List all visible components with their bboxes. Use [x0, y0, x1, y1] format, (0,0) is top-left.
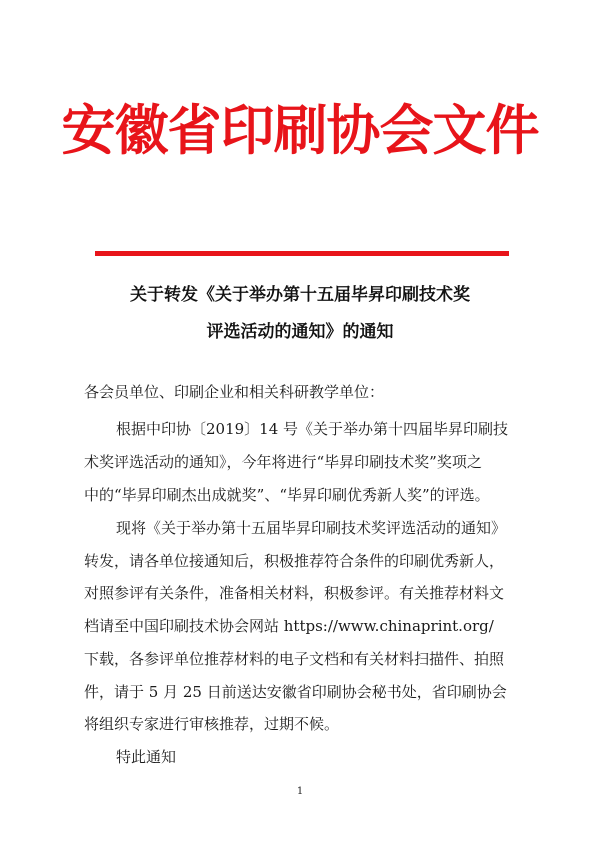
- masthead-title: 安徽省印刷协会文件: [61, 99, 539, 162]
- red-divider-line: [95, 251, 509, 256]
- paragraph-2-line-6: 件，请于 5 月 25 日前送达安徽省印刷协会秘书处，省印刷协会: [84, 683, 507, 701]
- document-title-line-1: 关于转发《关于举办第十五届毕昇印刷技术奖: [130, 285, 470, 305]
- paragraph-2-line-7: 将组织专家进行审核推荐，过期不候。: [84, 715, 340, 733]
- paragraph-1-line-2: 术奖评选活动的通知》，今年将进行“毕昇印刷技术奖”奖项之: [84, 453, 482, 471]
- closing-remark: 特此通知: [116, 748, 177, 766]
- paragraph-1-line-3: 中的“毕昇印刷杰出成就奖”、“毕昇印刷优秀新人奖”的评选。: [84, 486, 490, 504]
- paragraph-2-line-3: 对照参评有关条件，准备相关材料，积极参评。有关推荐材料文: [84, 584, 505, 602]
- page-number: 1: [296, 786, 304, 797]
- paragraph-1-line-1: 根据中印协〔2019〕14 号《关于举办第十四届毕昇印刷技: [116, 420, 509, 438]
- paragraph-2-line-4: 档请至中国印刷技术协会网站 https://www.chinaprint.org/: [84, 617, 494, 635]
- salutation: 各会员单位、印刷企业和相关科研教学单位：: [84, 383, 385, 401]
- document-title-line-2: 评选活动的通知》的通知: [206, 322, 394, 342]
- paragraph-2-line-2: 转发，请各单位接通知后，积极推荐符合条件的印刷优秀新人，: [84, 552, 505, 570]
- paragraph-2-line-5: 下载，各参评单位推荐材料的电子文档和有关材料扫描件、拍照: [84, 650, 505, 668]
- paragraph-2-line-1: 现将《关于举办第十五届毕昇印刷技术奖评选活动的通知》: [116, 519, 507, 537]
